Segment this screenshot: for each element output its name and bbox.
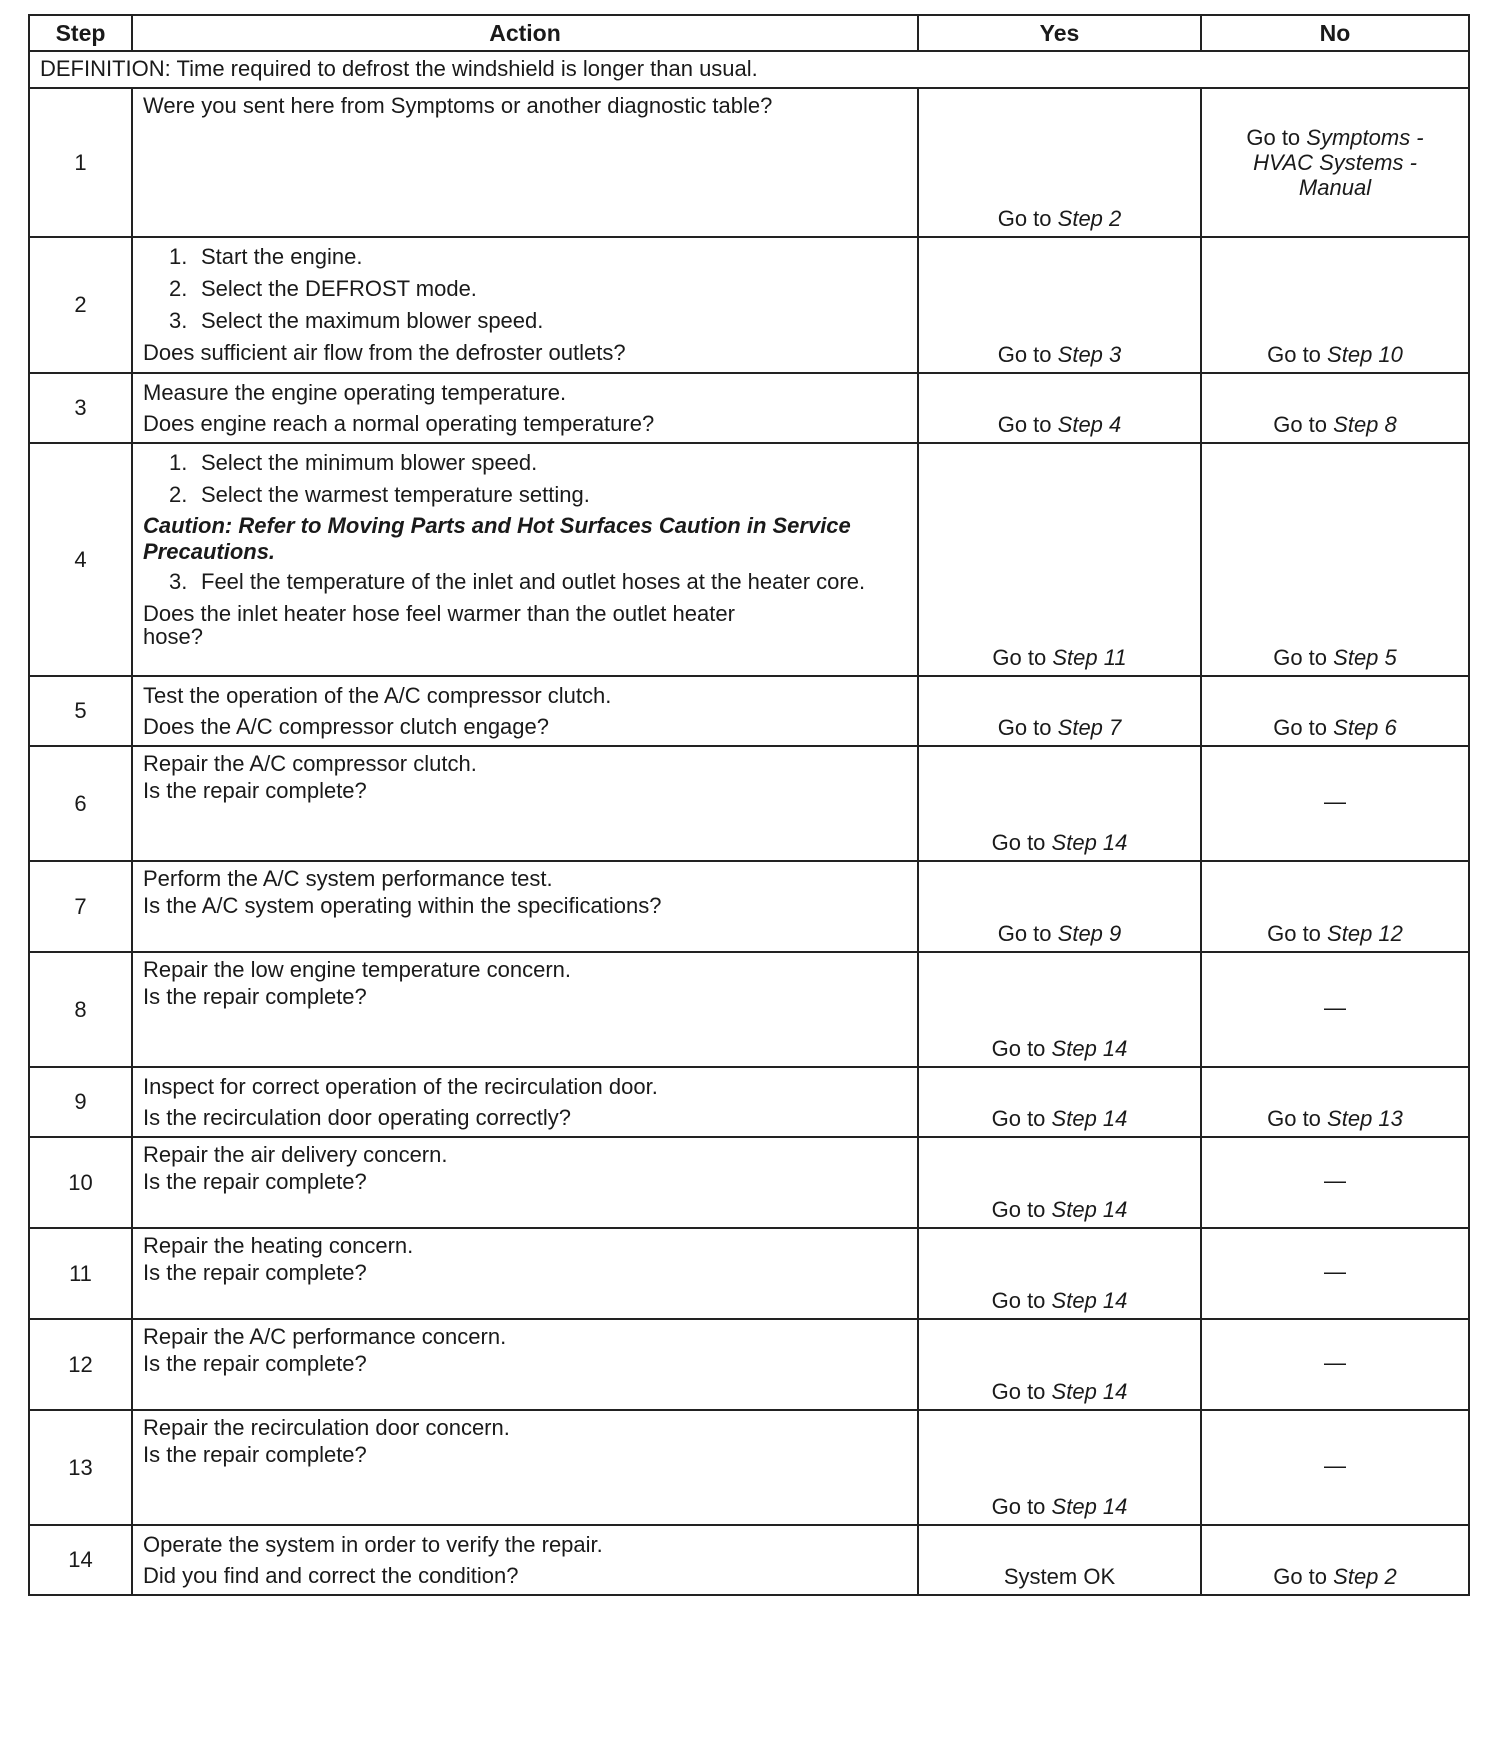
action-text: Repair the recirculation door concern. <box>143 1415 510 1440</box>
step-number: 3 <box>29 373 132 443</box>
table-row <box>29 237 1469 373</box>
action-question: Is the repair complete? <box>143 984 367 1009</box>
action-question: Is the A/C system operating within the specifications? <box>143 893 662 918</box>
no-link[interactable]: Step 5 <box>1333 645 1397 670</box>
yes-cell: Go to Step 14 <box>918 746 1201 861</box>
step-number: 12 <box>29 1319 132 1410</box>
action-text: Measure the engine operating temperature. <box>143 380 567 405</box>
action-cell <box>132 676 918 746</box>
action-cell <box>132 746 918 861</box>
step-number: 14 <box>29 1525 132 1595</box>
action-question: Is the repair complete? <box>143 1442 367 1467</box>
action-question: Does the A/C compressor clutch engage? <box>143 714 550 739</box>
action-cell <box>132 237 918 373</box>
action-cell <box>132 1525 918 1595</box>
yes-header: Yes <box>918 15 1201 51</box>
action-text: Repair the low engine temperature concern. <box>143 957 572 982</box>
no-link[interactable]: Step 2 <box>1333 1564 1397 1589</box>
yes-link[interactable]: Step 3 <box>1057 342 1122 367</box>
action-text: Repair the air delivery concern. <box>143 1142 448 1167</box>
yes-link[interactable]: Step 14 <box>1051 1494 1128 1519</box>
action-question: Does sufficient air flow from the defroster outlets? <box>143 340 626 365</box>
step-number: 1 <box>29 88 132 237</box>
step-header: Step <box>29 15 132 51</box>
yes-link[interactable]: Step 11 <box>1052 645 1127 670</box>
yes-cell: Go to Step 14 <box>918 952 1201 1067</box>
goto-prefix: Go to <box>1246 125 1307 150</box>
no-cell <box>1201 1228 1469 1319</box>
table-row <box>29 676 1469 746</box>
action-question: Did you find and correct the condition? <box>143 1563 519 1588</box>
definition-row <box>29 51 1469 88</box>
action-text: Repair the heating concern. <box>143 1233 414 1258</box>
step-number: 5 <box>29 676 132 746</box>
table-row <box>29 1067 1469 1137</box>
yes-link[interactable]: Step 14 <box>1051 1288 1128 1313</box>
diagnostic-table <box>28 14 1470 1596</box>
yes-cell: Go to Step 14 <box>918 1137 1201 1228</box>
table-row <box>29 1410 1469 1525</box>
yes-link[interactable]: Step 7 <box>1057 715 1122 740</box>
yes-link[interactable]: Step 14 <box>1051 1197 1128 1222</box>
step-number: 4 <box>29 443 132 676</box>
action-cell <box>132 1319 918 1410</box>
yes-link[interactable]: Step 14 <box>1051 1379 1128 1404</box>
action-step-item: 1. Start the engine. <box>169 244 363 269</box>
goto-prefix: Go to <box>997 206 1052 231</box>
action-question: Is the repair complete? <box>143 1351 367 1376</box>
action-cell <box>132 861 918 952</box>
no-cell <box>1201 1137 1469 1228</box>
action-cell <box>132 1137 918 1228</box>
step-number: 9 <box>29 1067 132 1137</box>
action-question: Is the repair complete? <box>143 778 367 803</box>
action-cell <box>132 952 918 1067</box>
no-cell: Go to Step 8 <box>1201 373 1469 443</box>
step-number: 8 <box>29 952 132 1067</box>
no-cell: Go to Step 10 <box>1201 237 1469 373</box>
not-applicable-dash: — <box>1324 1258 1346 1284</box>
no-link[interactable]: Step 10 <box>1327 342 1403 367</box>
step-number: 7 <box>29 861 132 952</box>
not-applicable-dash: — <box>1324 1349 1346 1375</box>
action-question: Does the inlet heater hose feel warmer than the outlet heater hose? <box>143 601 735 649</box>
no-cell <box>1201 88 1469 237</box>
table-row <box>29 1228 1469 1319</box>
action-cell <box>132 1228 918 1319</box>
action-question: Does engine reach a normal operating temperature? <box>143 411 655 436</box>
table-row <box>29 861 1469 952</box>
action-question: Is the repair complete? <box>143 1169 367 1194</box>
no-cell: Go to Step 2 <box>1201 1525 1469 1595</box>
action-cell <box>132 373 918 443</box>
step-number: 6 <box>29 746 132 861</box>
not-applicable-dash: — <box>1324 1452 1346 1478</box>
no-cell <box>1201 746 1469 861</box>
table-row <box>29 1319 1469 1410</box>
action-cell <box>132 1067 918 1137</box>
diagnostic-table-page <box>28 14 1468 1596</box>
action-step-item: 2. Select the warmest temperature setting. <box>169 482 590 507</box>
yes-cell: Go to Step 9 <box>918 861 1201 952</box>
action-step-item: 1. Select the minimum blower speed. <box>169 450 538 475</box>
step-number: 2 <box>29 237 132 373</box>
action-text: Repair the A/C compressor clutch. <box>143 751 477 776</box>
yes-link[interactable]: Step 4 <box>1057 412 1122 437</box>
yes-cell: Go to Step 11 <box>918 443 1201 676</box>
table-row <box>29 88 1469 237</box>
action-step-item: 3. Feel the temperature of the inlet and outlet hoses at the heater core. <box>169 569 866 594</box>
yes-cell <box>918 1525 1201 1595</box>
caution-note: Caution: Refer to Moving Parts and Hot Surfaces Caution in Service Precautions. <box>143 513 851 564</box>
no-cell <box>1201 952 1469 1067</box>
no-cell: Go to Step 13 <box>1201 1067 1469 1137</box>
no-cell: Go to Step 12 <box>1201 861 1469 952</box>
not-applicable-dash: — <box>1324 788 1346 814</box>
yes-cell: Go to Step 7 <box>918 676 1201 746</box>
step-number: 13 <box>29 1410 132 1525</box>
no-cell: Go to Step 6 <box>1201 676 1469 746</box>
yes-link[interactable]: Step 14 <box>1051 1036 1128 1061</box>
no-cell <box>1201 1410 1469 1525</box>
yes-cell: Go to Step 14 <box>918 1067 1201 1137</box>
action-question: Is the recirculation door operating correctly? <box>143 1105 571 1130</box>
no-link[interactable]: Step 8 <box>1333 412 1397 437</box>
table-row <box>29 952 1469 1067</box>
yes-link[interactable]: Step 2 <box>1057 206 1122 231</box>
step-number: 11 <box>29 1228 132 1319</box>
no-cell: Go to Step 5 <box>1201 443 1469 676</box>
yes-cell: Go to Step 3 <box>918 237 1201 373</box>
yes-link[interactable]: Step 14 <box>1051 830 1128 855</box>
no-link[interactable]: Step 6 <box>1333 715 1397 740</box>
action-cell <box>132 443 918 676</box>
header-row <box>29 15 1469 51</box>
action-question: Is the repair complete? <box>143 1260 367 1285</box>
not-applicable-dash: — <box>1324 1167 1346 1193</box>
yes-cell: Go to Step 14 <box>918 1410 1201 1525</box>
action-text: Operate the system in order to verify the repair. <box>143 1532 603 1557</box>
no-link[interactable]: Symptoms - HVAC Systems - Manual <box>1253 125 1424 200</box>
definition-text: DEFINITION: Time required to defrost the windshield is longer than usual. <box>29 51 1469 88</box>
no-link[interactable]: Step 12 <box>1327 921 1403 946</box>
yes-link[interactable]: Step 9 <box>1057 921 1122 946</box>
table-row <box>29 746 1469 861</box>
yes-cell: Go to Step 14 <box>918 1228 1201 1319</box>
action-step-item: 2. Select the DEFROST mode. <box>169 276 477 301</box>
yes-link[interactable]: Step 14 <box>1051 1106 1128 1131</box>
action-text: Perform the A/C system performance test. <box>143 866 553 891</box>
action-text: Repair the A/C performance concern. <box>143 1324 507 1349</box>
yes-cell: Go to Step 14 <box>918 1319 1201 1410</box>
table-row <box>29 373 1469 443</box>
yes-cell <box>918 88 1201 237</box>
yes-cell: Go to Step 4 <box>918 373 1201 443</box>
table-row <box>29 1525 1469 1595</box>
step-number: 10 <box>29 1137 132 1228</box>
action-header: Action <box>132 15 918 51</box>
action-step-item: 3. Select the maximum blower speed. <box>169 308 544 333</box>
no-header: No <box>1201 15 1469 51</box>
action-question: Were you sent here from Symptoms or another diagnostic table? <box>143 93 773 118</box>
not-applicable-dash: — <box>1324 994 1346 1020</box>
table-row <box>29 443 1469 676</box>
table-row <box>29 1137 1469 1228</box>
action-cell <box>132 1410 918 1525</box>
no-cell <box>1201 1319 1469 1410</box>
action-text: Test the operation of the A/C compressor clutch. <box>143 683 612 708</box>
system-ok-text: System OK <box>1003 1564 1116 1589</box>
action-text: Inspect for correct operation of the recirculation door. <box>143 1074 658 1099</box>
action-cell <box>132 88 918 237</box>
no-link[interactable]: Step 13 <box>1327 1106 1403 1131</box>
